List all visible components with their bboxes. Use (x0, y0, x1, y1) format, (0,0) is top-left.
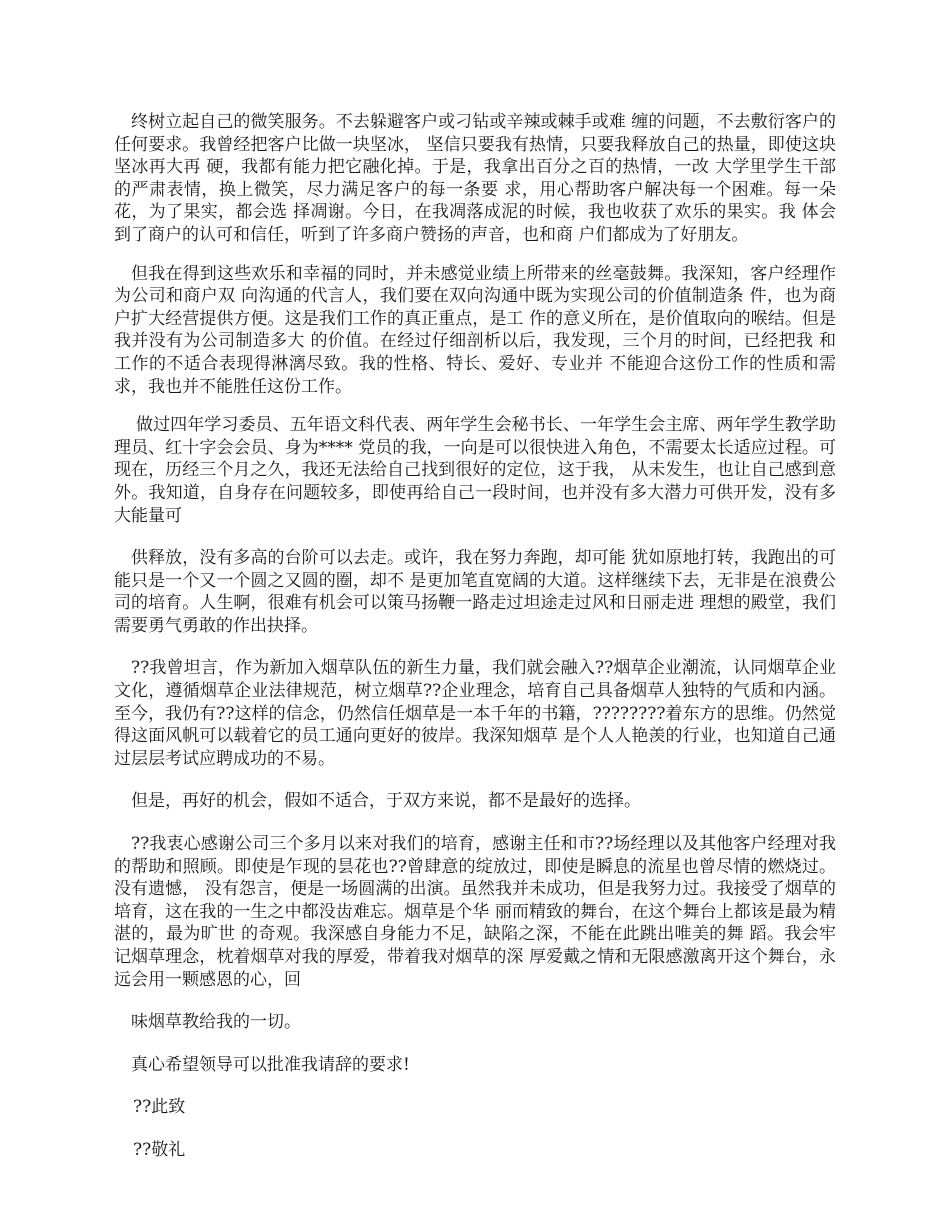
paragraph-8: 味烟草教给我的一切。 (131, 1012, 301, 1033)
paragraph-9: 真心希望领导可以批准我请辞的要求! (131, 1054, 410, 1075)
paragraph-2: 但我在得到这些欢乐和幸福的同时，并未感觉业绩上所带来的丝毫鼓舞。我深知，客户经理作为公司和商户双 向沟通的代言人，我们要在双向沟通中既为实现公司的价值制造条 件，也为商户扩大经营提供方便。这是我们工作的真正重点，是工 作的意义所在，是价值取向的喉结。但是我并没有为公司制造多大 的价值。在经过仔细剖析以后，我发现，三个月的时间，已经把我 和工作的不适合表现得淋漓尽致。我的性格、特长、爱好、专业并 不能迎合这份工作的性质和需求，我也并不能胜任这份工作。 (114, 263, 836, 397)
closing-salutation: ??此致 (133, 1097, 186, 1118)
paragraph-5: ??我曾坦言，作为新加入烟草队伍的新生力量，我们就会融入??烟草企业潮流，认同烟草企业文化，遵循烟草企业法律规范，树立烟草??企业理念，培育自己具备烟草人独特的气质和内涵。至今，我仍有??这样的信念，仍然信任烟草是一本千年的书籍，????????着东方的思维。仍然觉得这面风帆可以载着它的员工通向更好的彼岸。我深知烟草 是个人人艳羡的行业，也知道自己通过层层考试应聘成功的不易。 (114, 658, 836, 769)
paragraph-7: ??我衷心感谢公司三个多月以来对我们的培育，感谢主任和市??场经理以及其他客户经理对我的帮助和照顾。即使是乍现的昙花也??曾肆意的绽放过，即使是瞬息的流星也曾尽情的燃烧过。没有遗憾， 没有怨言，便是一场圆满的出演。虽然我并未成功，但是我努力过。我接受了烟草的培育，这在我的一生之中都没齿难忘。烟草是个华 丽而精致的舞台，在这个舞台上都该是最为精湛的，最为旷世 的奇观。我深感自身能力不足，缺陷之深，不能在此跳出唯美的舞 蹈。我会牢记烟草理念，枕着烟草对我的厚爱，带着我对烟草的深 厚爱戴之情和无限感激离开这个舞台，永远会用一颗感恩的心，回 (114, 834, 836, 990)
paragraph-1: 终树立起自己的微笑服务。不去躲避客户或刁钻或辛辣或棘手或难 缠的问题，不去敷衍客户的任何要求。我曾经把客户比做一块坚冰， 坚信只要我有热情，只要我释放自己的热量，即使这块坚冰再大再 硬，我都有能力把它融化掉。于是，我拿出百分之百的热情，一改 大学里学生干部的严肃表情，换上微笑，尽力满足客户的每一条要 求，用心帮助客户解决每一个困难。每一朵花，为了果实，都会选 择凋谢。今日，在我凋落成泥的时候，我也收获了欢乐的果实。我 体会到了商户的认可和信任，听到了许多商户赞扬的声音，也和商 户们都成为了好朋友。 (114, 112, 836, 245)
paragraph-6: 但是，再好的机会，假如不适合，于双方来说，都不是最好的选择。 (131, 791, 641, 812)
paragraph-4: 供释放，没有多高的台阶可以去走。或许，我在努力奔跑，却可能 犹如原地打转，我跑出的可能只是一个又一个圆之又圆的圈，却不 是更加笔直宽阔的大道。这样继续下去，无非是在浪费公司的培育。人生啊，很难有机会可以策马扬鞭一路走过坦途走过风和日丽走进 理想的殿堂，我们需要勇气勇敢的作出抉择。 (114, 548, 836, 636)
paragraph-3: 做过四年学习委员、五年语文科代表、两年学生会秘书长、一年学生会主席、两年学生教学助理员、红十字会会员、身为**** 党员的我，一向是可以很快进入角色，不需要太长适应过程。可现在，历经三个月之久，我还无法给自己找到很好的定位，这于我， 从未发生，也让自己感到意外。我知道，自身存在问题较多，即使再给自己一段时间，也并没有多大潜力可供开发，没有多大能量可 (114, 415, 836, 526)
document-body (114, 111, 836, 1162)
closing-regards: ??敬礼 (133, 1139, 186, 1160)
